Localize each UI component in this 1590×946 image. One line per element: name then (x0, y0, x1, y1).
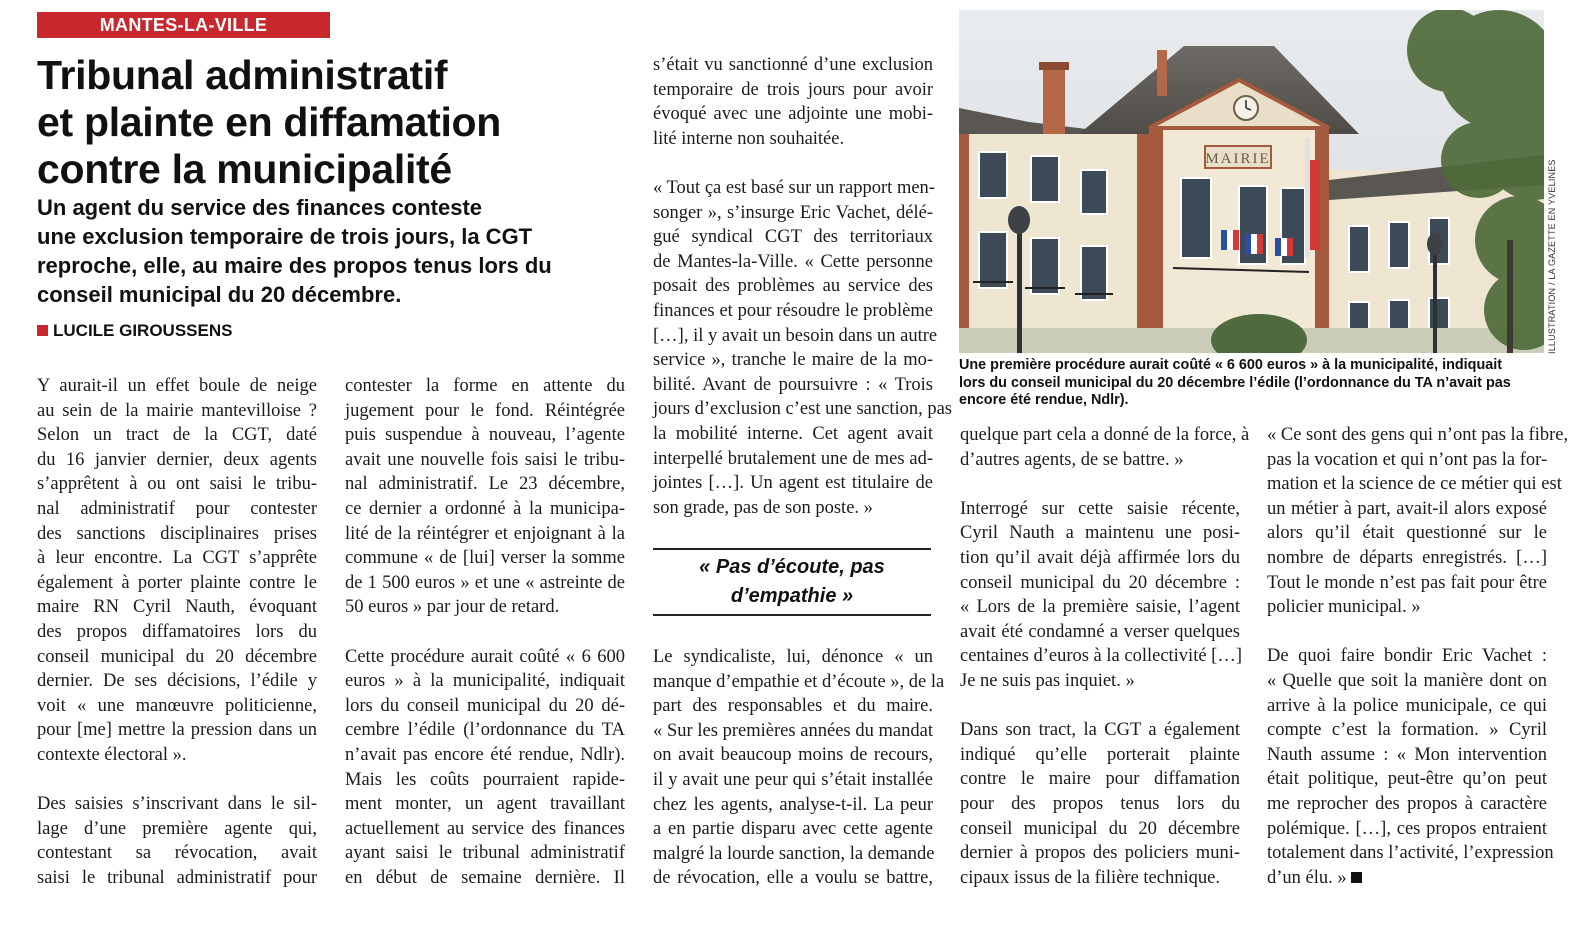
text-line: contestant sa révocation, avait (37, 843, 317, 864)
standfirst-line: une exclusion temporaire de trois jours, la CGT (37, 224, 533, 249)
paragraph-gap (37, 768, 317, 793)
text-line: maire RN Cyril Nauth, évoquant (37, 597, 317, 618)
text-line: centaines d’euros à la collectivité […] (960, 646, 1242, 667)
intertitle (653, 548, 931, 616)
text-line: s’apprêtent à ou ont saisi le tribu- (37, 474, 317, 495)
text-line: songer », s’insurge Eric Vachet, délé- (653, 202, 933, 223)
text-line: Selon un tract de la CGT, daté (37, 425, 317, 446)
text-line: De quoi faire bondir Eric Vachet : (1267, 646, 1547, 667)
text-line: Le syndicaliste, lui, dénonce « un (653, 647, 933, 667)
text-line: 50 euros » par jour de retard. (345, 597, 560, 618)
paragraph-gap (653, 151, 933, 176)
text-line: de Mantes-la-Ville. « Cette personne (653, 251, 933, 272)
text-line: Interrogé sur cette saisie récente, (960, 498, 1240, 519)
text-line: chez les agents, analyse-t-il. La peur (653, 794, 933, 815)
text-line: à leur encontre. La CGT s’apprête (37, 548, 317, 569)
text-line: totalement dans l’activité, l’expression (1267, 843, 1554, 864)
text-line: voit « une manœuvre politicienne, (37, 695, 317, 716)
author-name: LUCILE GIROUSSENS (53, 321, 233, 340)
text-line: du 16 janvier dernier, deux agents (37, 449, 317, 470)
town-hall-illustration (959, 10, 1544, 353)
text-line: policier municipal. » (1267, 597, 1421, 618)
photo-credit: ILLUSTRATION / LA GAZETTE EN YVELINES (1547, 159, 1557, 354)
text-line: dernier. De ses décisions, l’édile y (37, 671, 317, 692)
town-hall-photo (959, 10, 1544, 353)
text-line: pas la vocation et qui n’ont pas la for- (1267, 449, 1548, 470)
text-line: Cette procédure aurait coûté « 6 600 (345, 646, 625, 667)
text-line: compte c’est la formation. » Cyril (1267, 720, 1547, 741)
text-line: évoqué avec une adjointe une mobi- (653, 104, 933, 125)
text-line: également à porter plainte contre le (37, 572, 317, 593)
text-line: « Lors de la première saisie, l’agent (960, 597, 1240, 618)
text-line: « Tout ça est basé sur un rapport men- (653, 177, 935, 198)
text-line: avait une nouvelle fois saisi le tribu- (345, 449, 625, 470)
text-line: conseil municipal du 20 décembre : (960, 572, 1240, 593)
text-column-1 (37, 374, 317, 890)
text-line: arrive à la police municipale, ce qui (1267, 695, 1547, 716)
text-line: dernier à propos des policiers muni- (960, 843, 1240, 864)
text-line: son grade, pas de son poste. » (653, 497, 873, 518)
text-line: Je ne suis pas inquiet. » (960, 670, 1135, 691)
text-column-5 (1267, 423, 1569, 890)
text-line: manque d’empathie et d’écoute », de la (653, 671, 945, 692)
text-line: nombre de départs enregistrés. […] (1267, 547, 1547, 568)
text-line: cembre l’édile (l’ordonnance du TA (345, 720, 625, 741)
paragraph-gap (1267, 620, 1547, 645)
text-line: posait des problèmes au service des (653, 276, 933, 297)
text-line: pour des propos tenus lors du (960, 793, 1240, 814)
text-line: actuellement au service des finances (345, 818, 625, 839)
text-line: était politique, peut-être qu’on peut (1267, 769, 1547, 790)
text-line: interpellé brutalement une de mes ad- (653, 448, 933, 469)
text-line: contre le maire pour diffamation (960, 769, 1240, 790)
photo-caption (959, 357, 1549, 410)
end-of-article-icon (1351, 872, 1362, 883)
text-line: gué syndical CGT des territoriaux (653, 227, 933, 248)
text-line: contester la forme en attente du (345, 376, 625, 396)
text-line: Des saisies s’inscrivant dans le sil- (37, 794, 317, 815)
text-line: alors qu’il était questionné sur le (1267, 523, 1547, 544)
text-line: mation et la science de ce métier qui est (1267, 474, 1562, 495)
headline-line: et plainte en diffamation (37, 99, 502, 145)
text-line: bilité. Avant de poursuivre : « Trois (653, 374, 933, 395)
text-line: de révocation, elle a voulu se battre, (653, 868, 933, 889)
text-line: jugement pour le fond. Réintégrée (345, 400, 625, 421)
text-column-4 (960, 423, 1250, 890)
text-line: tion qu’il avait déjà affirmée lors du (960, 547, 1240, 568)
text-line: pour [me] mettre la pression dans un (37, 720, 317, 741)
text-line: « Quelle que soit la manière dont on (1267, 670, 1547, 691)
standfirst (37, 193, 627, 309)
intertitle-line: « Pas d’écoute, pas (699, 556, 885, 578)
text-line: malgré la lourde sanction, la demande (653, 843, 935, 864)
text-line: Y aurait-il un effet boule de neige (37, 376, 317, 396)
text-line: temporaire de trois jours pour avoir (653, 79, 933, 100)
text-line: me reprocher des propos à caractère (1267, 793, 1547, 814)
text-line: polémique. […], ces propos entraient (1267, 818, 1547, 839)
text-line: il y avait une peur qui s’était installée (653, 769, 933, 790)
text-line: conseil municipal du 20 décembre (960, 818, 1240, 839)
text-line: conseil municipal du 20 décembre (37, 646, 317, 667)
text-line: un métier à part, avait-il alors exposé (1267, 498, 1547, 519)
text-line: ment monter, un agent travaillant (345, 794, 625, 815)
text-line: en début de semaine dernière. Il (345, 867, 625, 888)
text-column-2 (345, 374, 625, 890)
text-line: lité interne non souhaitée. (653, 128, 845, 149)
byline (37, 319, 232, 343)
text-line: jours d’exclusion c’est une sanction, pas (653, 399, 953, 420)
text-line: indiqué qu’elle porterait plainte (960, 744, 1240, 765)
text-column-3-bottom (653, 645, 945, 891)
paragraph-gap (960, 694, 1240, 719)
text-line: service », tranche le maire de la mo- (653, 350, 933, 371)
text-line: Cyril Nauth a maintenu une posi- (960, 523, 1240, 544)
text-line: de 1 500 euros » et une « astreinte de (345, 572, 625, 593)
text-line: […], il y avait un besoin dans un autre (653, 325, 938, 346)
text-line: on avait beaucoup moins de recours, (653, 745, 933, 766)
text-line: s’était vu sanctionné d’une exclusion (653, 55, 933, 75)
text-line: a en partie disparu avec cette agente (653, 819, 933, 840)
text-line: au sein de la mairie mantevilloise ? (37, 400, 317, 421)
paragraph-gap (960, 472, 1240, 497)
text-line: avait été condamné a verser quelques (960, 621, 1240, 642)
text-line: d’un élu. » (1267, 866, 1547, 891)
text-line: Dans son tract, la CGT a également (960, 720, 1240, 741)
section-kicker: MANTES-LA-VILLE (37, 12, 330, 38)
text-line: lage d’une première agente qui, (37, 818, 317, 839)
caption-line: Une première procédure aurait coûté « 6 600 euros » à la municipalité, indiquait (959, 357, 1503, 373)
text-line: part des responsables et du maire. (653, 696, 933, 717)
paragraph-gap (345, 620, 625, 645)
text-line: commune « de [lui] verser la somme (345, 548, 625, 569)
text-line: la mobilité interne. Cet agent avait (653, 423, 933, 444)
text-line: Mais les coûts pourraient rapide- (345, 769, 625, 790)
text-line: nal administratif pour contester (37, 498, 317, 519)
text-line: jointes […]. Un agent est titulaire de (653, 473, 933, 494)
text-line: saisi le tribunal administratif pour (37, 867, 317, 888)
text-line: Nauth assume : « Mon intervention (1267, 744, 1547, 765)
mairie-sign: MAIRIE (1205, 151, 1271, 167)
caption-line: lors du conseil municipal du 20 décembre l’édile (l’ordonnance du TA n’avait pas (959, 374, 1511, 391)
text-line: euros » à la municipalité, indiquait (345, 671, 625, 692)
text-line: cipaux issus de la filière technique. (960, 867, 1220, 888)
standfirst-line: reproche, elle, au maire des propos tenus lors du (37, 253, 552, 278)
text-line: ayant saisi le tribunal administratif (345, 843, 625, 864)
headline (37, 52, 627, 193)
byline-square-icon (37, 325, 48, 336)
text-line: « Ce sont des gens qui n’ont pas la fibre, (1267, 425, 1569, 445)
text-line: « Sur les premières années du mandat (653, 720, 933, 741)
text-line: puis suspendue à nouveau, l’agente (345, 425, 625, 446)
text-line: lité de la réintégrer et enjoignant à la (345, 523, 625, 544)
text-line: quelque part cela a donné de la force, à (960, 425, 1250, 445)
standfirst-line: Un agent du service des finances conteste (37, 195, 483, 220)
standfirst-line: conseil municipal du 20 décembre. (37, 282, 402, 307)
headline-line: Tribunal administratif (37, 52, 448, 98)
text-line: des propos diffamatoires lors du (37, 621, 317, 642)
text-line: des sanctions disciplinaires prises (37, 523, 317, 544)
intertitle-line: d’empathie » (730, 585, 854, 607)
headline-line: contre la municipalité (37, 146, 452, 192)
text-line: contexte électoral ». (37, 744, 187, 765)
text-line: d’autres agents, de se battre. » (960, 449, 1184, 470)
text-line: nal administratif. Le 23 décembre, (345, 474, 625, 495)
text-line: ce dernier a ordonné à la municipa- (345, 498, 625, 519)
text-line: lors du conseil municipal du 20 dé- (345, 695, 625, 716)
text-line: finances et pour résoudre le problème (653, 300, 933, 321)
text-line: n’avait pas encore été rendue, Ndlr). (345, 744, 625, 765)
text-column-3-top (653, 53, 953, 520)
caption-line: encore été rendue, Ndlr). (959, 392, 1129, 408)
text-line: Tout le monde n’est pas fait pour être (1267, 572, 1547, 593)
